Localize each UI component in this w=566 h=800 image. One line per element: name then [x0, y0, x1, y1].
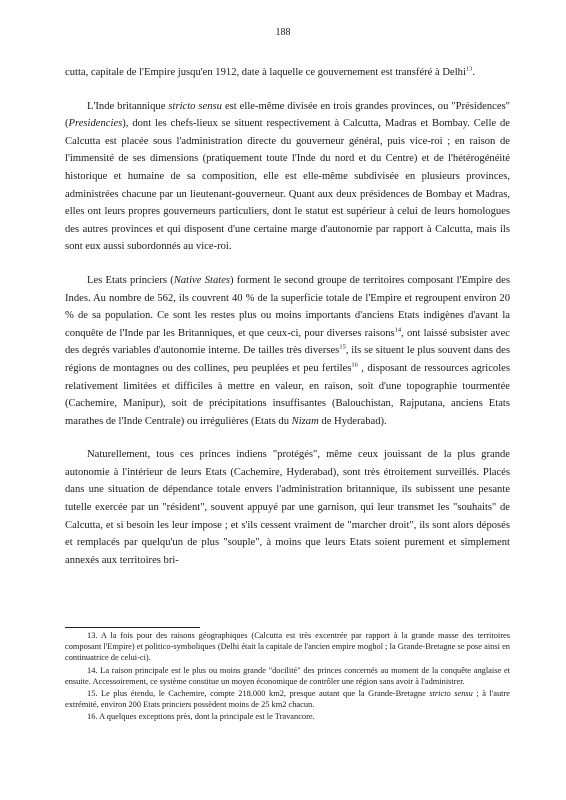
paragraph-continuation [65, 64, 510, 82]
text-run: 15. Le plus étendu, le Cachemire, compte 218.000 km2, presque autant que la Grande-Bretagne [87, 689, 430, 699]
italic-text: stricto sensu [168, 100, 222, 112]
footnote-ref: 14 [394, 326, 402, 334]
text-run: ), dont les chefs-lieux se situent respectivement à Calcutta, Madras et Bombay. Celle de Calcutta est placée sous l'administration directe du gouverneur général, puis vice-roi ; en raison de l'immensité de ses dimensions (pratiquement toute l'Inde du nord et du Centre) et de l'hétérogénéité historique et humaine de sa composition, elle est elle-même subdivisée en plusieurs provinces, administrées chacune par un lieutenant-gouverneur. Quant aux deux présidences de Bombay et Madras, elles ont leurs propres gouverneurs particuliers, dont le statut est supérieur à celui de leurs homologues des autres provinces et qui disposent d'une certaine marge d'autonomie par rapport à Calcutta, mais ils sont eux aussi subordonnés au vice-roi. [65, 118, 510, 253]
footnote-13 [65, 630, 510, 664]
text-run: ; à l'autre extrémité, environ 200 Etats princiers possèdent moins de 25 km2 chacun. [65, 689, 510, 710]
text-run: ) forment le second groupe de territoires composant l'Empire des Indes. Au nombre de 562, ils couvrent 40 % de la superficie totale de l'Empire et regroupent environ 20 % de sa population. Ce sont les restes plus ou moins importants d'anciens Etats indigènes d'avant la conquête de l'Inde par les Britanniques, et que ceux-ci, pour diverses raisons [65, 274, 510, 339]
text-run: 16. A quelques exceptions près, dont la principale est le Travancore. [87, 712, 315, 722]
footnote-15 [65, 688, 510, 710]
italic-text: Nizam [291, 415, 319, 427]
italic-text: Native States [173, 274, 231, 286]
italic-text: Presidencies [68, 118, 123, 130]
footnote-separator [65, 627, 200, 628]
footnote-ref: 15 [339, 343, 346, 351]
text-run: , disposant de ressources agricoles relativement limitées et difficiles à mettre en valeur, en raison, soit d'une topographie tourmentée (Cachemire, Manipur), soit de précipitations insuffisantes (Balouchistan, Rajputana, anciens Etats marathes de l'Inde Centrale) ou irrégulières (Etats du [65, 362, 510, 427]
paragraph-protected-princes [65, 446, 510, 569]
footnotes [65, 630, 510, 724]
text-run: Naturellement, tous ces princes indiens "protégés", même ceux jouissant de la plus grande autonomie à l'intérieur de leurs Etats (Cachemire, Hyderabad), sont très étroitement surveillés. Placés dans une situation de dépendance totale envers l'administration britannique, ils subissent une pesante tutelle exercée par un "résident", souvent appuyé par une garnison, qui leur transmet les "souhaits" de Calcutta, et si besoin les leur impose ; et s'ils cessent vraiment de "marcher droit", ils sont alors déposés et remplacés par quelqu'un de plus "souple", à moins que leurs Etats soient purement et simplement annexés aux territoires bri- [65, 449, 510, 566]
text-run: de Hyderabad). [318, 415, 387, 427]
text-run: , ils se situent le plus souvent dans des régions de montagnes ou des collines, peu peuplées et peu fertiles [65, 345, 510, 374]
footnote-16 [65, 711, 510, 722]
text-run: 14. La raison principale est le plus ou moins grande "docilité" des princes concernés au moment de la conquête anglaise et ensuite. Accessoirement, ce système constitue un moyen économique de contrôler une région sans avoir à l'administrer. [65, 665, 510, 686]
text-run: cutta, capitale de l'Empire jusqu'en 1912, date à laquelle ce gouvernement est transféré à Delhi [65, 67, 466, 78]
text-run: L'Inde britannique [87, 100, 169, 112]
footnote-14 [65, 665, 510, 687]
footnote-ref: 13 [465, 65, 473, 73]
text-run: 13. A la fois pour des raisons géographiques (Calcutta est très excentrée par rapport à la grande masse des territoires composant l'Empire) et politico-symboliques (Delhi était la capitale de l'ancien empire moghol ; la Grande-Bretagne se pose ainsi en continuatrice de celui-ci). [65, 631, 510, 663]
paragraph-british-india [65, 98, 510, 256]
text-run: . [472, 67, 476, 78]
text-run: est elle-même divisée en trois grandes provinces, ou "Présidences" ( [65, 100, 511, 130]
footnote-ref: 16 [351, 361, 358, 369]
italic-text: stricto sensu [429, 689, 473, 699]
text-run: Les Etats princiers ( [87, 274, 174, 286]
body-text [65, 64, 510, 569]
page-number: 188 [275, 27, 291, 38]
text-run: , ont laissé subsister avec des degrés variables d'autonomie interne. De tailles très diverses [65, 327, 510, 357]
paragraph-princely-states [65, 272, 510, 430]
